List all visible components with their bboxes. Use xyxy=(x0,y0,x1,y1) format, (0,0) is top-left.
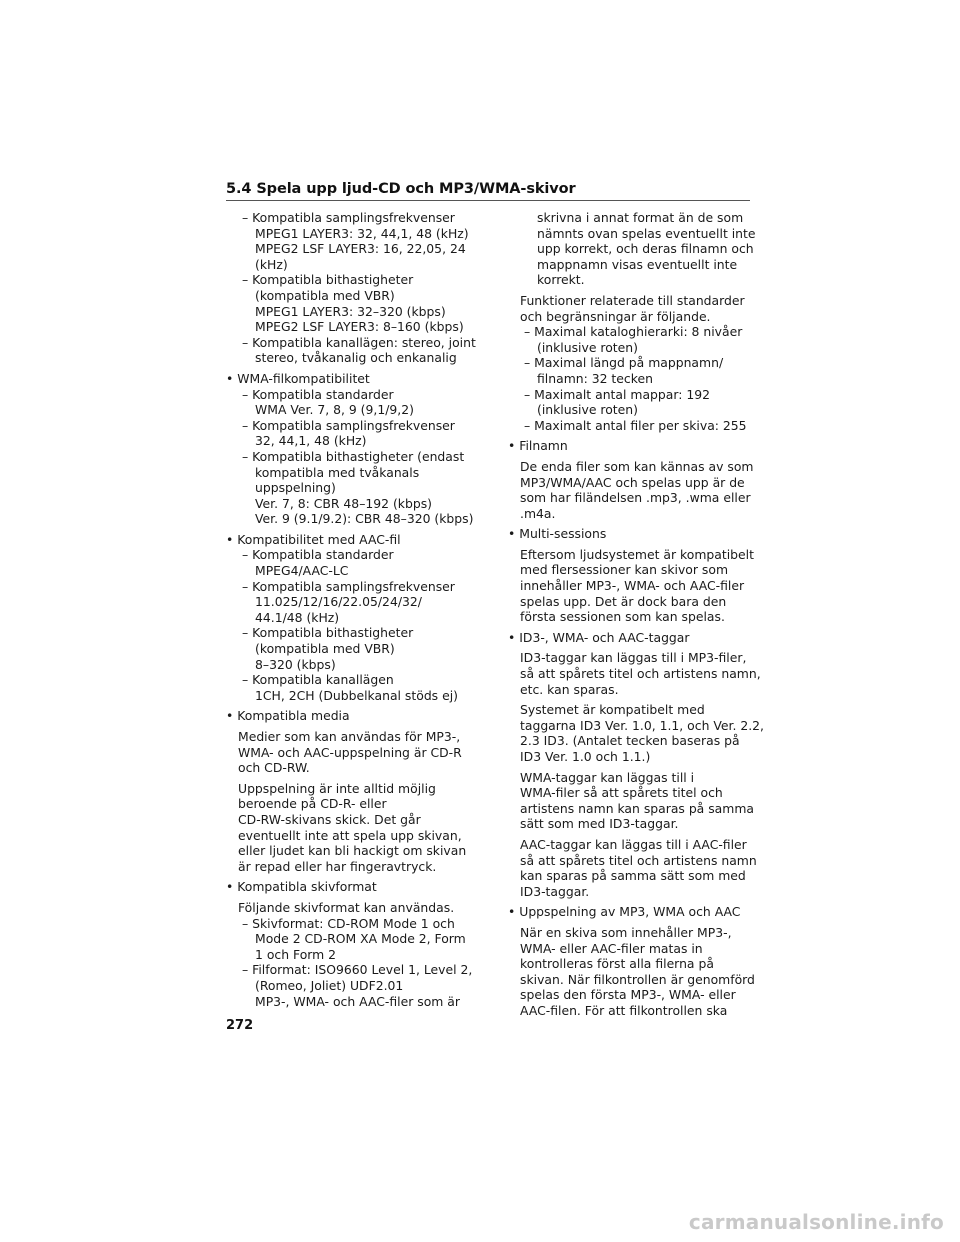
text-line: korrekt. xyxy=(537,272,585,288)
text-line: Ver. 7, 8: CBR 48–192 (kbps) xyxy=(255,495,433,511)
text-line: MPEG1 LAYER3: 32, 44,1, 48 (kHz) xyxy=(255,225,469,241)
text-line: och begränsningar är följande. xyxy=(520,308,711,324)
text-line: eller ljudet kan bli hackigt om skivan xyxy=(238,843,467,859)
text-line: första sessionen som kan spelas. xyxy=(520,609,725,625)
text-line: skivan. När filkontrollen är genomförd xyxy=(520,971,755,987)
text-line: 32, 44,1, 48 (kHz) xyxy=(255,433,367,449)
text-line: så att spårets titel och artistens namn xyxy=(520,852,757,868)
text-line: – Kompatibla samplingsfrekvenser xyxy=(242,210,455,225)
text-line: 8–320 (kbps) xyxy=(255,656,336,672)
text-line: (kHz) xyxy=(255,256,288,272)
text-line: WMA-taggar kan läggas till i xyxy=(520,769,695,785)
page-number: 272 xyxy=(226,1018,254,1033)
text-line: – Maximal kataloghierarki: 8 nivåer xyxy=(524,324,743,340)
text-line: ID3-taggar kan läggas till i MP3-filer, xyxy=(520,650,747,666)
bullet-heading: • Multi-sessions xyxy=(508,526,607,542)
text-line: 11.025/12/16/22.05/24/32/ xyxy=(255,594,422,610)
left-text-column xyxy=(226,210,474,1009)
right-text-column xyxy=(508,210,764,1019)
text-line: MP3/WMA/AAC och spelas upp är de xyxy=(520,474,745,490)
text-line: – Kompatibla bithastigheter xyxy=(242,625,414,641)
text-line: (inklusive roten) xyxy=(537,339,638,355)
bullet-heading: • ID3-, WMA- och AAC-taggar xyxy=(508,629,690,645)
text-line: 44.1/48 (kHz) xyxy=(255,609,340,625)
text-line: Systemet är kompatibelt med xyxy=(520,702,705,718)
text-line: ID3 Ver. 1.0 och 1.1.) xyxy=(520,749,651,764)
text-line: När en skiva som innehåller MP3-, xyxy=(520,924,732,940)
text-line: – Kompatibla samplingsfrekvenser xyxy=(242,417,455,433)
text-line: WMA- och AAC-uppspelning är CD-R xyxy=(238,744,462,760)
text-line: WMA-filer så att spårets titel och xyxy=(520,785,723,801)
text-line: innehåller MP3-, WMA- och AAC-filer xyxy=(520,578,745,594)
text-line: 2.3 ID3. (Antalet tecken baseras på xyxy=(520,733,740,749)
text-line: Eftersom ljudsystemet är kompatibelt xyxy=(520,546,754,562)
text-line: kontrolleras först alla filerna på xyxy=(520,956,714,972)
text-line: spelas den första MP3-, WMA- eller xyxy=(520,987,736,1003)
bullet-heading: • WMA-filkompatibilitet xyxy=(226,370,370,386)
text-line: och CD-RW. xyxy=(238,760,310,776)
text-line: kompatibla med tvåkanals xyxy=(255,464,420,480)
text-line: taggarna ID3 Ver. 1.0, 1.1, och Ver. 2.2, xyxy=(520,717,764,733)
text-line: MPEG2 LSF LAYER3: 16, 22,05, 24 xyxy=(255,241,466,257)
text-line: MPEG2 LSF LAYER3: 8–160 (kbps) xyxy=(255,319,464,335)
text-line: filnamn: 32 tecken xyxy=(537,370,653,386)
text-line: – Kompatibla bithastigheter xyxy=(242,272,414,288)
text-line: mappnamn visas eventuellt inte xyxy=(537,256,738,272)
text-line: MPEG4/AAC-LC xyxy=(255,563,349,579)
text-line: WMA- eller AAC-filer matas in xyxy=(520,940,703,956)
text-line: – Kompatibla kanallägen xyxy=(242,672,394,688)
text-line: uppspelning) xyxy=(255,480,336,496)
text-line: – Filformat: ISO9660 Level 1, Level 2, xyxy=(242,962,473,978)
text-line: – Maximalt antal filer per skiva: 255 xyxy=(524,417,747,433)
text-line: Funktioner relaterade till standarder xyxy=(520,292,745,308)
text-line: – Kompatibla samplingsfrekvenser xyxy=(242,578,455,594)
text-line: sätt som med ID3-taggar. xyxy=(520,816,679,832)
text-line: eventuellt inte att spela upp skivan, xyxy=(238,827,462,843)
text-line: Ver. 9 (9.1/9.2): CBR 48–320 (kbps) xyxy=(255,511,474,527)
text-line: De enda filer som kan kännas av som xyxy=(520,458,754,474)
text-line: WMA Ver. 7, 8, 9 (9,1/9,2) xyxy=(255,402,414,418)
text-line: Följande skivformat kan användas. xyxy=(238,899,455,915)
text-line: MPEG1 LAYER3: 32–320 (kbps) xyxy=(255,303,446,319)
text-line: spelas upp. Det är dock bara den xyxy=(520,593,727,609)
text-line: CD-RW-skivans skick. Det går xyxy=(238,811,421,827)
text-line: – Maximalt antal mappar: 192 xyxy=(524,386,710,402)
bullet-heading: • Kompatibilitet med AAC-fil xyxy=(226,531,401,547)
text-line: (Romeo, Joliet) UDF2.01 xyxy=(255,977,404,993)
text-line: beroende på CD-R- eller xyxy=(238,796,387,812)
text-line: som har filändelsen .mp3, .wma eller xyxy=(520,490,751,506)
bullet-heading: • Kompatibla skivformat xyxy=(226,879,377,895)
watermark-link[interactable]: carmanualsonline.info xyxy=(688,1210,944,1234)
bullet-heading: • Kompatibla media xyxy=(226,708,350,724)
text-line: stereo, tvåkanalig och enkanalig xyxy=(255,350,457,366)
text-line: så att spårets titel och artistens namn, xyxy=(520,666,761,682)
text-line: upp korrekt, och deras filnamn och xyxy=(537,241,754,257)
text-line: – Kompatibla standarder xyxy=(242,547,394,563)
text-line: Uppspelning är inte alltid möjlig xyxy=(238,780,436,796)
text-line: Mode 2 CD-ROM XA Mode 2, Form xyxy=(255,931,466,947)
text-line: 1CH, 2CH (Dubbelkanal stöds ej) xyxy=(255,687,458,703)
text-line: – Kompatibla standarder xyxy=(242,386,394,402)
text-line: MP3-, WMA- och AAC-filer som är xyxy=(255,993,460,1009)
text-line: nämnts ovan spelas eventuellt inte xyxy=(537,225,756,241)
text-line: kan sparas på samma sätt som med xyxy=(520,868,746,884)
text-line: AAC-taggar kan läggas till i AAC-filer xyxy=(520,836,747,852)
bullet-heading: • Filnamn xyxy=(508,438,568,454)
text-line: – Kompatibla bithastigheter (endast xyxy=(242,448,465,464)
text-line: artistens namn kan sparas på samma xyxy=(520,800,754,816)
text-line: – Maximal längd på mappnamn/ xyxy=(524,355,724,371)
text-line: (kompatibla med VBR) xyxy=(255,641,395,657)
text-line: – Skivformat: CD-ROM Mode 1 och xyxy=(242,915,455,931)
text-line: med flersessioner kan skivor som xyxy=(520,562,729,578)
text-line: (kompatibla med VBR) xyxy=(255,287,395,303)
section-header xyxy=(226,178,750,201)
text-line: .m4a. xyxy=(520,505,556,521)
text-line: 1 och Form 2 xyxy=(255,946,337,962)
text-line: AAC-filen. För att filkontrollen ska xyxy=(520,1002,728,1018)
text-line: skrivna i annat format än de som xyxy=(537,210,744,225)
text-line: är repad eller har fingeravtryck. xyxy=(238,858,437,874)
text-line: – Kompatibla kanallägen: stereo, joint xyxy=(242,334,476,350)
text-line: ID3-taggar. xyxy=(520,883,590,899)
text-line: Medier som kan användas för MP3-, xyxy=(238,729,461,744)
text-line: etc. kan sparas. xyxy=(520,681,619,697)
text-line: (inklusive roten) xyxy=(537,402,638,418)
bullet-heading: • Uppspelning av MP3, WMA och AAC xyxy=(508,904,741,920)
section-title: 5.4 Spela upp ljud-CD och MP3/WMA-skivor xyxy=(226,181,576,197)
